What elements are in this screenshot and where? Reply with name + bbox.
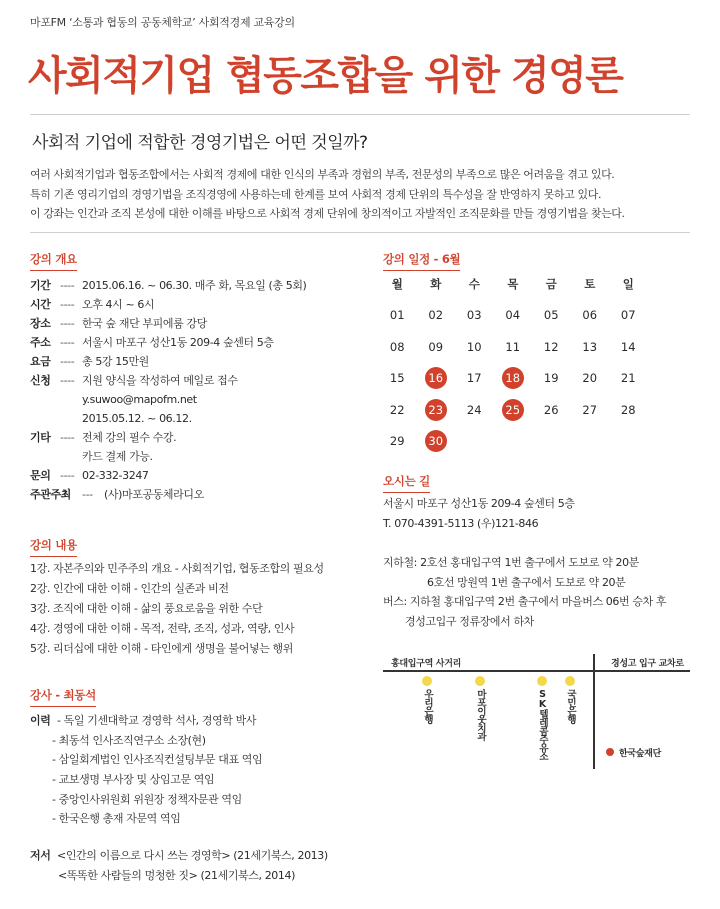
landmark-marker (537, 676, 547, 686)
calendar-day: 13 (582, 339, 598, 354)
dash: ---- (60, 298, 75, 311)
apply-value: 지원 양식을 작성하여 메일로 접수 (82, 374, 238, 387)
dash: ---- (60, 317, 75, 330)
calendar-day: 19 (543, 371, 559, 386)
dash: ---- (60, 279, 75, 292)
calendar-day: 27 (582, 402, 598, 417)
time-value: 오후 4시 ~ 6시 (82, 298, 155, 311)
destination-label: 한국숲재단 (619, 749, 661, 759)
career-item: - 삼일회계법인 인사조직컨설팅부문 대표 역임 (52, 753, 263, 767)
time-label: 시간 (30, 298, 51, 311)
bus-route-1: 지하철 홍대입구역 2번 출구에서 마을버스 06번 승차 후 (409, 595, 667, 608)
calendar-day: 07 (620, 308, 636, 323)
location-map (383, 646, 693, 776)
calendar-day: 15 (389, 371, 405, 386)
calendar-day: 26 (543, 402, 559, 417)
dash: ---- (60, 355, 75, 368)
dash: ---- (60, 374, 75, 387)
period-value: 2015.06.16. ~ 06.30. 매주 화, 목요일 (총 5회) (82, 279, 307, 292)
lead-question: 사회적 기업에 적합한 경영기법은 어떤 것일까? (32, 133, 368, 153)
career-item: - 한국은행 총재 자문역 역임 (52, 812, 181, 826)
career-item: - 독일 기센대학교 경영학 석사, 경영학 박사 (57, 714, 257, 727)
cross-road (593, 654, 595, 769)
calendar-day: 05 (543, 308, 559, 323)
intro-divider (30, 232, 690, 233)
calendar-day: 29 (389, 434, 405, 449)
calendar-empty-cell (609, 426, 648, 458)
bus-route-2: 경성고입구 정류장에서 하차 (405, 614, 534, 628)
instructor-heading: 강사 - 최동석 (30, 687, 96, 707)
calendar-day: 22 (389, 402, 405, 417)
host-value: (사)마포공동체라디오 (104, 488, 204, 501)
apply-email[interactable]: y.suwoo@mapofm.net (82, 393, 197, 406)
etc-value: 전체 강의 필수 수강. (82, 431, 177, 444)
calendar-empty-cell (455, 426, 494, 458)
calendar-day: 06 (582, 308, 598, 323)
page-title: 사회적기업 협동조합을 위한 경영론 (28, 53, 623, 99)
overview-heading: 강의 개요 (30, 251, 77, 271)
landmark-label: SK텔레콤주유소 (537, 689, 548, 760)
main-road (383, 670, 690, 672)
calendar-day-lecture (494, 394, 533, 426)
calendar-day: 17 (466, 371, 482, 386)
lecture-item: 2강. 인간에 대한 이해 - 인간의 실존과 비전 (30, 582, 229, 595)
inquiry-value: 02-332-3247 (82, 469, 149, 482)
address-value: 서울시 마포구 성산1동 209-4 숲센터 5층 (82, 336, 274, 349)
calendar-day: 28 (620, 402, 636, 417)
place-value: 한국 숲 재단 부피에룸 강당 (82, 317, 207, 330)
transit-info (383, 553, 666, 631)
career-item: - 중앙인사위원회 위원장 정책자문관 역임 (52, 792, 242, 806)
dash: ---- (60, 336, 75, 349)
calendar-weekday: 금 (545, 276, 557, 291)
period-label: 기간 (30, 279, 51, 292)
lecture-item: 3강. 조직에 대한 이해 - 삶의 풍요로움을 위한 수단 (30, 602, 263, 615)
calendar-day: 14 (620, 339, 636, 354)
fee-label: 요금 (30, 355, 51, 368)
map-left-label: 홍대입구역 사거리 (391, 659, 461, 669)
calendar-day: 01 (389, 308, 405, 323)
address-label: 주소 (30, 336, 51, 349)
fee-value: 총 5강 15만원 (82, 355, 149, 368)
calendar-day: 11 (505, 339, 521, 354)
landmark-label: 국민은행 (565, 689, 576, 723)
intro-paragraph (30, 165, 695, 224)
calendar-day: 20 (582, 371, 598, 386)
calendar-day: 09 (428, 339, 444, 354)
title-divider (30, 114, 690, 115)
place-label: 장소 (30, 317, 51, 330)
landmark-marker (422, 676, 432, 686)
calendar-day: 04 (505, 308, 521, 323)
calendar-weekday: 화 (430, 276, 442, 291)
calendar-weekday: 목 (507, 276, 519, 291)
calendar-day: 02 (428, 308, 444, 323)
lecture-day-marker: 16 (425, 367, 447, 389)
landmark-marker (565, 676, 575, 686)
calendar-grid (378, 268, 658, 457)
bus-label: 버스: (383, 595, 407, 608)
dash: ---- (60, 469, 75, 482)
career-item: - 최동석 인사조직연구소 소장(현) (52, 733, 206, 747)
career-item: - 교보생명 부사장 및 상임고문 역임 (52, 773, 215, 787)
lecture-day-marker: 25 (502, 399, 524, 421)
calendar-weekday: 수 (468, 276, 480, 291)
overview-list (30, 276, 370, 504)
host-label: 주관주최 (30, 488, 71, 501)
calendar-day-lecture (494, 363, 533, 395)
venue-address: 서울시 마포구 성산1동 209-4 숲센터 5층 (383, 497, 575, 510)
intro-line: 특히 기존 영리기업의 경영기법을 조직경영에 사용하는데 한계를 보여 사회적 경제 단위의 특수성을 잘 반영하지 못하고 있다. (30, 187, 602, 201)
calendar-day: 12 (543, 339, 559, 354)
calendar-day: 24 (466, 402, 482, 417)
calendar-day-lecture (417, 394, 456, 426)
calendar-empty-cell (494, 426, 533, 458)
calendar-weekday: 월 (391, 276, 403, 291)
calendar-day-lecture (417, 363, 456, 395)
calendar-day-lecture (417, 426, 456, 458)
destination-marker (606, 748, 614, 756)
subway-label: 지하철: (383, 556, 417, 569)
subway-route-1: 2호선 홍대입구역 1번 출구에서 도보로 약 20분 (420, 556, 639, 569)
apply-period: 2015.05.12. ~ 06.12. (82, 412, 192, 425)
lecture-day-marker: 18 (502, 367, 524, 389)
venue-phone: T. 070-4391-5113 (우)121-846 (383, 517, 539, 530)
career-list (30, 711, 262, 829)
directions-heading: 오시는 길 (383, 473, 430, 493)
intro-line: 이 강좌는 인간과 조직 본성에 대한 이해를 바탕으로 사회적 경제 단위에 창의적이고 자발적인 조직문화를 만들 경영기법을 찾는다. (30, 207, 625, 220)
calendar-weekday: 토 (584, 276, 596, 291)
intro-line: 여러 사회적기업과 협동조합에서는 사회적 경제에 대한 인식의 부족과 경험의 부족, 전문성의 부족으로 많은 어려움을 겪고 있다. (30, 168, 615, 181)
calendar-empty-cell (532, 426, 571, 458)
dash: --- (82, 488, 93, 501)
landmark-marker (475, 676, 485, 686)
map-right-label: 경성고 입구 교차로 (611, 659, 684, 669)
calendar-day: 08 (389, 339, 405, 354)
june-calendar (378, 268, 658, 457)
inquiry-label: 문의 (30, 469, 51, 482)
event-subtitle: 마포FM ‘소통과 협동의 공동체학교’ 사회적경제 교육강의 (30, 16, 295, 29)
calendar-empty-cell (571, 426, 610, 458)
lecture-day-marker: 23 (425, 399, 447, 421)
apply-label: 신청 (30, 374, 51, 387)
book-item: <인간의 이름으로 다시 쓰는 경영학> (21세기북스, 2013) (57, 849, 328, 862)
book-item: <똑똑한 사람들의 멍청한 짓> (21세기북스, 2014) (58, 869, 295, 882)
calendar-weekday: 일 (622, 276, 634, 291)
content-heading: 강의 내용 (30, 537, 77, 557)
lecture-item: 5강. 리더십에 대한 이해 - 타인에게 생명을 불어넣는 행위 (30, 642, 294, 655)
lecture-item: 4강. 경영에 대한 이해 - 목적, 전략, 조직, 성과, 역량, 인사 (30, 622, 295, 635)
venue-address-block (383, 494, 575, 534)
calendar-day: 03 (466, 308, 482, 323)
subway-route-2: 6호선 망원역 1번 출구에서 도보로 약 20분 (427, 575, 626, 589)
landmark-label: 우리은행 (422, 689, 433, 723)
etc-label: 기타 (30, 431, 51, 444)
lecture-day-marker: 30 (425, 430, 447, 452)
lecture-item: 1강. 자본주의와 민주주의 개요 - 사회적기업, 협동조합의 필요성 (30, 562, 324, 575)
lecture-list (30, 559, 324, 659)
books-label: 저서 (30, 849, 51, 862)
books-list (30, 846, 328, 886)
calendar-day: 10 (466, 339, 482, 354)
calendar-day: 21 (620, 371, 636, 386)
etc-value-2: 카드 결제 가능. (82, 450, 153, 463)
landmark-label: 마포이웃치과 (475, 689, 486, 740)
career-label: 이력 (30, 714, 51, 727)
schedule-heading: 강의 일정 - 6월 (383, 251, 460, 271)
dash: ---- (60, 431, 75, 444)
